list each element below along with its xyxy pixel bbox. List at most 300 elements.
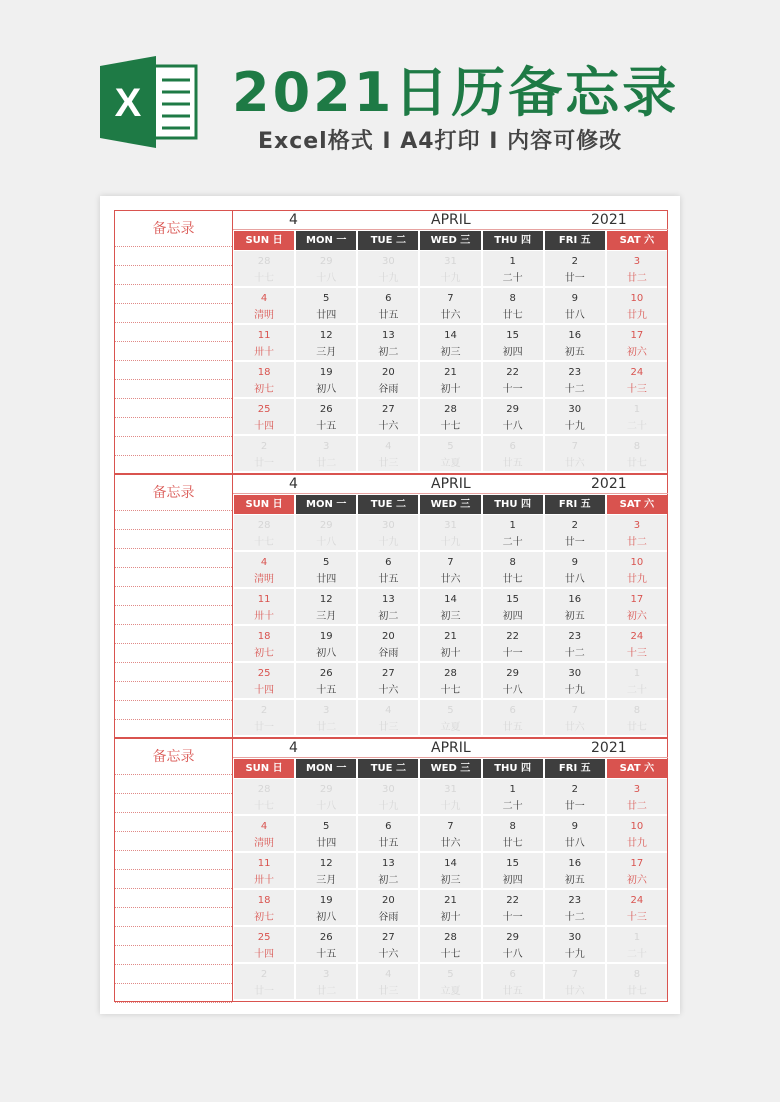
day-number: 29 bbox=[319, 784, 333, 795]
day-cell[interactable] bbox=[358, 589, 418, 624]
memo-line[interactable] bbox=[115, 889, 232, 908]
day-cell[interactable] bbox=[296, 251, 356, 286]
day-number: 7 bbox=[447, 293, 454, 304]
day-number: 3 bbox=[323, 705, 330, 716]
day-number: 13 bbox=[381, 330, 395, 341]
lunar-date: 廿五 bbox=[378, 838, 399, 849]
day-cell[interactable] bbox=[296, 436, 356, 471]
day-cell[interactable] bbox=[234, 890, 294, 925]
calendar-block-3 bbox=[114, 738, 668, 1002]
day-cell[interactable] bbox=[296, 816, 356, 851]
lunar-date: 初二 bbox=[378, 611, 399, 622]
day-cell[interactable] bbox=[296, 589, 356, 624]
lunar-date: 初五 bbox=[564, 347, 585, 358]
memo-line[interactable] bbox=[115, 266, 232, 285]
memo-line[interactable] bbox=[115, 965, 232, 984]
day-number: 10 bbox=[630, 293, 644, 304]
day-number: 21 bbox=[444, 367, 457, 378]
lunar-date: 十九 bbox=[564, 685, 585, 696]
lunar-date: 十七 bbox=[254, 273, 275, 284]
memo-line[interactable] bbox=[115, 908, 232, 927]
day-cell[interactable] bbox=[358, 552, 418, 587]
day-cell[interactable] bbox=[420, 288, 480, 323]
day-cell[interactable] bbox=[545, 964, 605, 999]
day-cell[interactable] bbox=[234, 436, 294, 471]
day-cell[interactable] bbox=[483, 251, 543, 286]
month-number: 4 bbox=[289, 740, 298, 756]
day-cell[interactable] bbox=[607, 700, 667, 735]
day-number: 16 bbox=[568, 858, 582, 869]
memo-line[interactable] bbox=[115, 701, 232, 720]
day-number: 13 bbox=[381, 594, 395, 605]
weekday-row bbox=[233, 231, 668, 250]
lunar-date: 谷雨 bbox=[378, 912, 399, 923]
memo-line[interactable] bbox=[115, 606, 232, 625]
day-cell[interactable] bbox=[607, 552, 667, 587]
day-number: 20 bbox=[381, 631, 395, 642]
day-number: 11 bbox=[257, 858, 271, 869]
day-cell[interactable] bbox=[234, 816, 294, 851]
day-cell[interactable] bbox=[483, 853, 543, 888]
lunar-date: 十六 bbox=[378, 685, 399, 696]
lunar-date: 十八 bbox=[316, 273, 337, 284]
day-cell[interactable] bbox=[234, 663, 294, 698]
day-cell[interactable] bbox=[607, 436, 667, 471]
day-cell[interactable] bbox=[607, 816, 667, 851]
lunar-date: 初七 bbox=[254, 648, 275, 659]
day-number: 8 bbox=[633, 441, 641, 452]
day-cell[interactable] bbox=[296, 362, 356, 397]
memo-line[interactable] bbox=[115, 285, 232, 304]
day-cell[interactable] bbox=[234, 399, 294, 434]
lunar-date: 十九 bbox=[440, 537, 461, 548]
day-cell[interactable] bbox=[296, 663, 356, 698]
day-number: 4 bbox=[385, 705, 392, 716]
day-cell[interactable] bbox=[358, 399, 418, 434]
lunar-date: 二十 bbox=[626, 685, 647, 696]
day-cell[interactable] bbox=[234, 779, 294, 814]
day-cell[interactable] bbox=[545, 515, 605, 550]
day-cell[interactable] bbox=[358, 853, 418, 888]
day-number: 17 bbox=[630, 330, 644, 341]
memo-line[interactable] bbox=[115, 794, 232, 813]
memo-line[interactable] bbox=[115, 247, 232, 266]
day-number: 15 bbox=[506, 594, 519, 605]
memo-line[interactable] bbox=[115, 587, 232, 606]
memo-line[interactable] bbox=[115, 437, 232, 456]
lunar-date: 廿三 bbox=[378, 986, 399, 997]
day-cell[interactable] bbox=[296, 927, 356, 962]
day-cell[interactable] bbox=[483, 816, 543, 851]
day-cell[interactable] bbox=[420, 779, 480, 814]
weekday-header: SAT 六 bbox=[607, 495, 667, 514]
day-cell[interactable] bbox=[358, 890, 418, 925]
lunar-date: 初十 bbox=[440, 912, 461, 923]
memo-line[interactable] bbox=[115, 682, 232, 701]
day-cell[interactable] bbox=[545, 700, 605, 735]
day-cell[interactable] bbox=[358, 325, 418, 360]
lunar-date: 廿六 bbox=[440, 838, 461, 849]
lunar-date: 十七 bbox=[440, 949, 461, 960]
memo-line[interactable] bbox=[115, 625, 232, 644]
day-number: 6 bbox=[385, 557, 392, 568]
lunar-date: 初七 bbox=[254, 384, 275, 395]
lunar-date: 十四 bbox=[254, 685, 275, 696]
calendar-block-1 bbox=[114, 210, 668, 474]
lunar-date: 廿八 bbox=[564, 574, 585, 585]
day-number: 27 bbox=[381, 668, 395, 679]
day-number: 6 bbox=[509, 705, 516, 716]
lunar-date: 廿一 bbox=[254, 458, 275, 469]
day-cell[interactable] bbox=[483, 288, 543, 323]
day-cell[interactable] bbox=[358, 927, 418, 962]
weekday-header: SUN 日 bbox=[234, 495, 294, 514]
day-cell[interactable] bbox=[483, 436, 543, 471]
day-cell[interactable] bbox=[545, 288, 605, 323]
day-cell[interactable] bbox=[607, 251, 667, 286]
memo-line[interactable] bbox=[115, 418, 232, 437]
day-cell[interactable] bbox=[296, 779, 356, 814]
day-number: 23 bbox=[568, 367, 582, 378]
memo-line[interactable] bbox=[115, 530, 232, 549]
month-calendar bbox=[233, 475, 668, 737]
memo-line[interactable] bbox=[115, 870, 232, 889]
day-cell[interactable] bbox=[420, 700, 480, 735]
day-cell[interactable] bbox=[545, 399, 605, 434]
day-cell[interactable] bbox=[545, 816, 605, 851]
day-cell[interactable] bbox=[420, 399, 480, 434]
memo-line[interactable] bbox=[115, 511, 232, 530]
day-cell[interactable] bbox=[607, 663, 667, 698]
day-cell[interactable] bbox=[234, 552, 294, 587]
day-cell[interactable] bbox=[607, 589, 667, 624]
memo-line[interactable] bbox=[115, 775, 232, 794]
lunar-date: 十八 bbox=[502, 421, 523, 432]
memo-line[interactable] bbox=[115, 644, 232, 663]
day-number: 7 bbox=[571, 969, 578, 980]
day-number: 2 bbox=[571, 520, 578, 531]
day-cell[interactable] bbox=[483, 700, 543, 735]
lunar-date: 初四 bbox=[502, 611, 523, 622]
day-grid bbox=[233, 514, 668, 736]
weekday-header: SAT 六 bbox=[607, 231, 667, 250]
lunar-date: 二十 bbox=[502, 273, 523, 284]
day-cell[interactable] bbox=[420, 964, 480, 999]
day-cell[interactable] bbox=[234, 325, 294, 360]
lunar-date: 廿七 bbox=[626, 722, 647, 733]
lunar-date: 谷雨 bbox=[378, 648, 399, 659]
day-cell[interactable] bbox=[234, 589, 294, 624]
lunar-date: 廿五 bbox=[502, 986, 523, 997]
day-cell[interactable] bbox=[234, 251, 294, 286]
day-cell[interactable] bbox=[607, 626, 667, 661]
day-cell[interactable] bbox=[358, 362, 418, 397]
day-number: 31 bbox=[444, 520, 457, 531]
day-cell[interactable] bbox=[234, 362, 294, 397]
day-cell[interactable] bbox=[483, 589, 543, 624]
lunar-date: 清明 bbox=[254, 310, 275, 321]
day-number: 10 bbox=[630, 557, 644, 568]
day-number: 3 bbox=[633, 520, 641, 531]
memo-line[interactable] bbox=[115, 984, 232, 1003]
day-cell[interactable] bbox=[607, 362, 667, 397]
memo-line[interactable] bbox=[115, 456, 232, 475]
lunar-date: 廿一 bbox=[254, 986, 275, 997]
day-number: 30 bbox=[381, 784, 395, 795]
memo-line[interactable] bbox=[115, 304, 232, 323]
day-cell[interactable] bbox=[420, 251, 480, 286]
lunar-date: 初六 bbox=[626, 611, 647, 622]
day-cell[interactable] bbox=[420, 890, 480, 925]
day-cell[interactable] bbox=[358, 663, 418, 698]
day-number: 2 bbox=[260, 969, 268, 980]
day-cell[interactable] bbox=[545, 927, 605, 962]
day-cell[interactable] bbox=[483, 626, 543, 661]
day-number: 30 bbox=[568, 932, 582, 943]
day-cell[interactable] bbox=[545, 626, 605, 661]
day-cell[interactable] bbox=[296, 515, 356, 550]
weekday-header: TUE 二 bbox=[358, 759, 418, 778]
lunar-date: 廿一 bbox=[254, 722, 275, 733]
day-number: 29 bbox=[319, 256, 333, 267]
lunar-date: 廿九 bbox=[626, 310, 647, 321]
day-number: 7 bbox=[447, 557, 454, 568]
memo-line[interactable] bbox=[115, 946, 232, 965]
memo-line[interactable] bbox=[115, 323, 232, 342]
day-cell[interactable] bbox=[420, 515, 480, 550]
day-number: 3 bbox=[323, 441, 330, 452]
day-cell[interactable] bbox=[296, 552, 356, 587]
weekday-header: THU 四 bbox=[483, 759, 543, 778]
month-calendar bbox=[233, 211, 668, 473]
weekday-header: THU 四 bbox=[483, 495, 543, 514]
day-cell[interactable] bbox=[420, 436, 480, 471]
day-number: 2 bbox=[571, 784, 578, 795]
day-cell[interactable] bbox=[545, 663, 605, 698]
weekday-header: THU 四 bbox=[483, 231, 543, 250]
day-number: 13 bbox=[381, 858, 395, 869]
day-number: 28 bbox=[257, 520, 271, 531]
day-cell[interactable] bbox=[483, 515, 543, 550]
page-subtitle: Excel格式 I A4打印 I 内容可修改 bbox=[258, 129, 623, 154]
lunar-date: 卅十 bbox=[254, 611, 275, 622]
lunar-date: 廿九 bbox=[626, 838, 647, 849]
day-cell[interactable] bbox=[296, 399, 356, 434]
memo-title: 备忘录 bbox=[115, 475, 232, 511]
day-cell[interactable] bbox=[234, 853, 294, 888]
day-number: 8 bbox=[633, 705, 641, 716]
day-cell[interactable] bbox=[607, 964, 667, 999]
memo-line[interactable] bbox=[115, 342, 232, 361]
day-number: 27 bbox=[381, 932, 395, 943]
day-cell[interactable] bbox=[483, 927, 543, 962]
day-cell[interactable] bbox=[296, 700, 356, 735]
day-cell[interactable] bbox=[545, 779, 605, 814]
day-cell[interactable] bbox=[420, 927, 480, 962]
day-cell[interactable] bbox=[483, 552, 543, 587]
day-cell[interactable] bbox=[483, 890, 543, 925]
day-number: 1 bbox=[633, 932, 641, 943]
day-cell[interactable] bbox=[420, 853, 480, 888]
day-cell[interactable] bbox=[358, 700, 418, 735]
day-cell[interactable] bbox=[296, 288, 356, 323]
day-cell[interactable] bbox=[296, 325, 356, 360]
lunar-date: 十四 bbox=[254, 949, 275, 960]
memo-panel bbox=[115, 211, 233, 473]
day-number: 25 bbox=[257, 404, 271, 415]
lunar-date: 十六 bbox=[378, 949, 399, 960]
day-cell[interactable] bbox=[607, 288, 667, 323]
weekday-header: SUN 日 bbox=[234, 231, 294, 250]
memo-title: 备忘录 bbox=[115, 211, 232, 247]
day-cell[interactable] bbox=[483, 399, 543, 434]
day-number: 8 bbox=[509, 821, 516, 832]
day-cell[interactable] bbox=[358, 251, 418, 286]
lunar-date: 廿八 bbox=[564, 310, 585, 321]
weekday-header: FRI 五 bbox=[545, 495, 605, 514]
day-cell[interactable] bbox=[296, 890, 356, 925]
weekday-row bbox=[233, 759, 668, 778]
day-cell[interactable] bbox=[234, 515, 294, 550]
day-cell[interactable] bbox=[234, 700, 294, 735]
day-cell[interactable] bbox=[234, 626, 294, 661]
day-cell[interactable] bbox=[234, 927, 294, 962]
day-cell[interactable] bbox=[483, 964, 543, 999]
lunar-date: 三月 bbox=[316, 875, 337, 886]
day-cell[interactable] bbox=[483, 325, 543, 360]
day-number: 9 bbox=[571, 821, 578, 832]
memo-line[interactable] bbox=[115, 568, 232, 587]
day-cell[interactable] bbox=[607, 927, 667, 962]
day-number: 1 bbox=[509, 784, 516, 795]
day-cell[interactable] bbox=[545, 362, 605, 397]
day-number: 31 bbox=[444, 256, 457, 267]
lunar-date: 廿四 bbox=[316, 310, 337, 321]
lunar-date: 卅十 bbox=[254, 347, 275, 358]
lunar-date: 十九 bbox=[564, 949, 585, 960]
lunar-date: 十九 bbox=[440, 273, 461, 284]
day-cell[interactable] bbox=[545, 325, 605, 360]
lunar-date: 廿四 bbox=[316, 838, 337, 849]
day-cell[interactable] bbox=[420, 589, 480, 624]
day-cell[interactable] bbox=[358, 288, 418, 323]
lunar-date: 十九 bbox=[378, 537, 399, 548]
day-cell[interactable] bbox=[545, 589, 605, 624]
lunar-date: 十二 bbox=[564, 648, 585, 659]
day-cell[interactable] bbox=[607, 399, 667, 434]
day-number: 27 bbox=[381, 404, 395, 415]
day-cell[interactable] bbox=[545, 436, 605, 471]
memo-line[interactable] bbox=[115, 361, 232, 380]
day-number: 29 bbox=[506, 404, 519, 415]
day-cell[interactable] bbox=[607, 853, 667, 888]
day-number: 6 bbox=[509, 969, 516, 980]
day-number: 4 bbox=[260, 293, 268, 304]
memo-line[interactable] bbox=[115, 663, 232, 682]
memo-line[interactable] bbox=[115, 380, 232, 399]
memo-line[interactable] bbox=[115, 549, 232, 568]
day-cell[interactable] bbox=[420, 663, 480, 698]
day-cell[interactable] bbox=[420, 552, 480, 587]
day-cell[interactable] bbox=[420, 362, 480, 397]
day-cell[interactable] bbox=[234, 964, 294, 999]
day-cell[interactable] bbox=[607, 325, 667, 360]
day-cell[interactable] bbox=[296, 853, 356, 888]
day-cell[interactable] bbox=[607, 515, 667, 550]
day-number: 6 bbox=[385, 821, 392, 832]
memo-panel bbox=[115, 475, 233, 737]
memo-line[interactable] bbox=[115, 720, 232, 739]
day-cell[interactable] bbox=[234, 288, 294, 323]
day-cell[interactable] bbox=[420, 816, 480, 851]
lunar-date: 初四 bbox=[502, 875, 523, 886]
day-number: 14 bbox=[444, 330, 457, 341]
day-cell[interactable] bbox=[358, 436, 418, 471]
memo-line[interactable] bbox=[115, 927, 232, 946]
day-number: 26 bbox=[319, 932, 333, 943]
day-cell[interactable] bbox=[358, 964, 418, 999]
day-cell[interactable] bbox=[296, 964, 356, 999]
lunar-date: 十七 bbox=[254, 537, 275, 548]
weekday-header: SAT 六 bbox=[607, 759, 667, 778]
day-number: 11 bbox=[257, 330, 271, 341]
lunar-date: 廿六 bbox=[564, 722, 585, 733]
excel-logo-icon bbox=[100, 56, 200, 148]
day-number: 19 bbox=[319, 895, 333, 906]
day-cell[interactable] bbox=[420, 626, 480, 661]
month-number: 4 bbox=[289, 212, 298, 228]
day-cell[interactable] bbox=[358, 626, 418, 661]
day-number: 18 bbox=[257, 631, 271, 642]
day-number: 12 bbox=[319, 330, 333, 341]
day-cell[interactable] bbox=[483, 779, 543, 814]
lunar-date: 廿六 bbox=[440, 310, 461, 321]
day-cell[interactable] bbox=[483, 362, 543, 397]
memo-line[interactable] bbox=[115, 851, 232, 870]
lunar-date: 二十 bbox=[502, 801, 523, 812]
lunar-date: 十五 bbox=[316, 685, 337, 696]
day-cell[interactable] bbox=[607, 890, 667, 925]
memo-line[interactable] bbox=[115, 832, 232, 851]
day-cell[interactable] bbox=[545, 251, 605, 286]
day-cell[interactable] bbox=[545, 890, 605, 925]
memo-line[interactable] bbox=[115, 399, 232, 418]
lunar-date: 十八 bbox=[502, 949, 523, 960]
day-cell[interactable] bbox=[483, 663, 543, 698]
day-number: 2 bbox=[571, 256, 578, 267]
month-name: APRIL bbox=[431, 212, 471, 228]
day-number: 7 bbox=[571, 441, 578, 452]
lunar-date: 立夏 bbox=[440, 722, 461, 733]
day-cell[interactable] bbox=[296, 626, 356, 661]
lunar-date: 廿一 bbox=[564, 801, 585, 812]
lunar-date: 廿二 bbox=[626, 273, 647, 284]
day-cell[interactable] bbox=[358, 515, 418, 550]
day-cell[interactable] bbox=[358, 779, 418, 814]
day-number: 5 bbox=[447, 705, 454, 716]
weekday-header: TUE 二 bbox=[358, 495, 418, 514]
day-number: 30 bbox=[381, 256, 395, 267]
lunar-date: 初三 bbox=[440, 875, 461, 886]
memo-line[interactable] bbox=[115, 813, 232, 832]
day-cell[interactable] bbox=[358, 816, 418, 851]
day-cell[interactable] bbox=[545, 552, 605, 587]
day-cell[interactable] bbox=[420, 325, 480, 360]
lunar-date: 卅十 bbox=[254, 875, 275, 886]
day-cell[interactable] bbox=[607, 779, 667, 814]
lunar-date: 廿一 bbox=[564, 273, 585, 284]
day-cell[interactable] bbox=[545, 853, 605, 888]
